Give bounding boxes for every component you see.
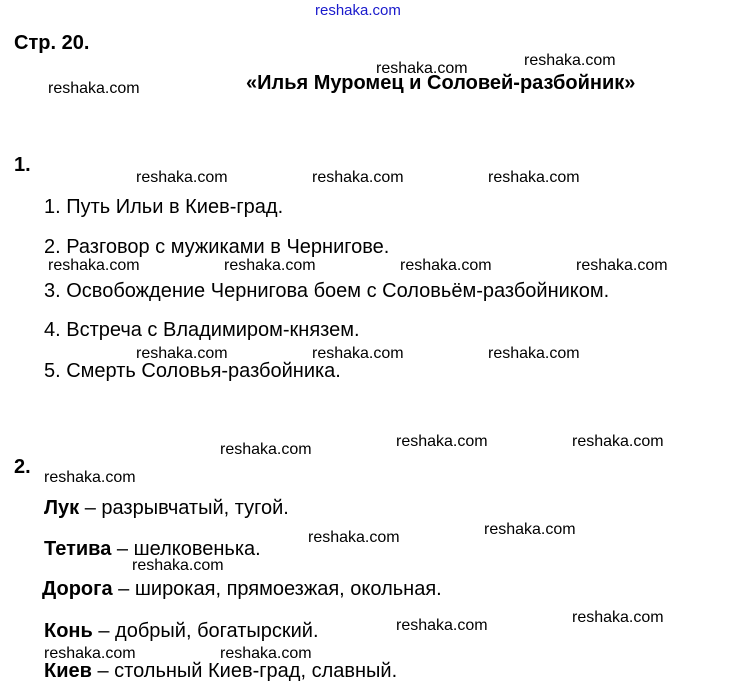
watermark: reshaka.com (220, 441, 312, 458)
plan-item: 3. Освобождение Чернигова боем с Соловьём-разбойником. (44, 280, 610, 302)
watermark: reshaka.com (396, 617, 488, 634)
watermark: reshaka.com (44, 645, 136, 662)
epithet-line (44, 620, 319, 643)
section-1-number: 1. (14, 154, 31, 176)
plan-item: 1. Путь Ильи в Киев-град. (44, 196, 284, 218)
watermark: reshaka.com (132, 557, 224, 574)
watermark: reshaka.com (220, 645, 312, 662)
plan-item: 4. Встреча с Владимиром-князем. (44, 319, 360, 341)
watermark: reshaka.com (484, 521, 576, 538)
watermark: reshaka.com (48, 257, 140, 274)
epithet-line (44, 660, 397, 683)
watermark: reshaka.com (312, 169, 404, 186)
epithet-term: Лук (44, 497, 80, 519)
epithet-description: – добрый, богатырский. (92, 620, 319, 642)
site-header-link[interactable]: reshaka.com (315, 2, 401, 19)
plan-item: 2. Разговор с мужиками в Чернигове. (44, 236, 390, 258)
epithet-line (44, 497, 289, 520)
watermark: reshaka.com (572, 609, 664, 626)
section-2-number: 2. (14, 456, 31, 478)
epithet-term: Дорога (42, 578, 113, 600)
watermark: reshaka.com (572, 433, 664, 450)
epithet-description: – разрывчатый, тугой. (79, 497, 289, 519)
watermark: reshaka.com (136, 169, 228, 186)
page-label: Стр. 20. (14, 32, 90, 54)
epithet-line (42, 578, 442, 601)
epithet-description: – шелковенька. (111, 538, 261, 560)
watermark: reshaka.com (308, 529, 400, 546)
watermark: reshaka.com (224, 257, 316, 274)
watermark: reshaka.com (136, 345, 228, 362)
watermark: reshaka.com (44, 469, 136, 486)
watermark: reshaka.com (312, 345, 404, 362)
watermark: reshaka.com (524, 52, 616, 69)
watermark: reshaka.com (488, 169, 580, 186)
epithet-description: – стольный Киев-град, славный. (91, 660, 398, 682)
watermark: reshaka.com (576, 257, 668, 274)
watermark: reshaka.com (488, 345, 580, 362)
watermark: reshaka.com (400, 257, 492, 274)
epithet-description: – широкая, прямоезжая, окольная. (112, 578, 442, 600)
watermark: reshaka.com (376, 60, 468, 77)
watermark: reshaka.com (396, 433, 488, 450)
epithet-term: Конь (44, 620, 93, 642)
watermark: reshaka.com (48, 80, 140, 97)
page-title: «Илья Муромец и Соловей-разбойник» (246, 72, 636, 94)
epithet-term: Тетива (44, 538, 112, 560)
epithet-term: Киев (44, 660, 92, 682)
plan-item: 5. Смерть Соловья-разбойника. (44, 360, 341, 382)
